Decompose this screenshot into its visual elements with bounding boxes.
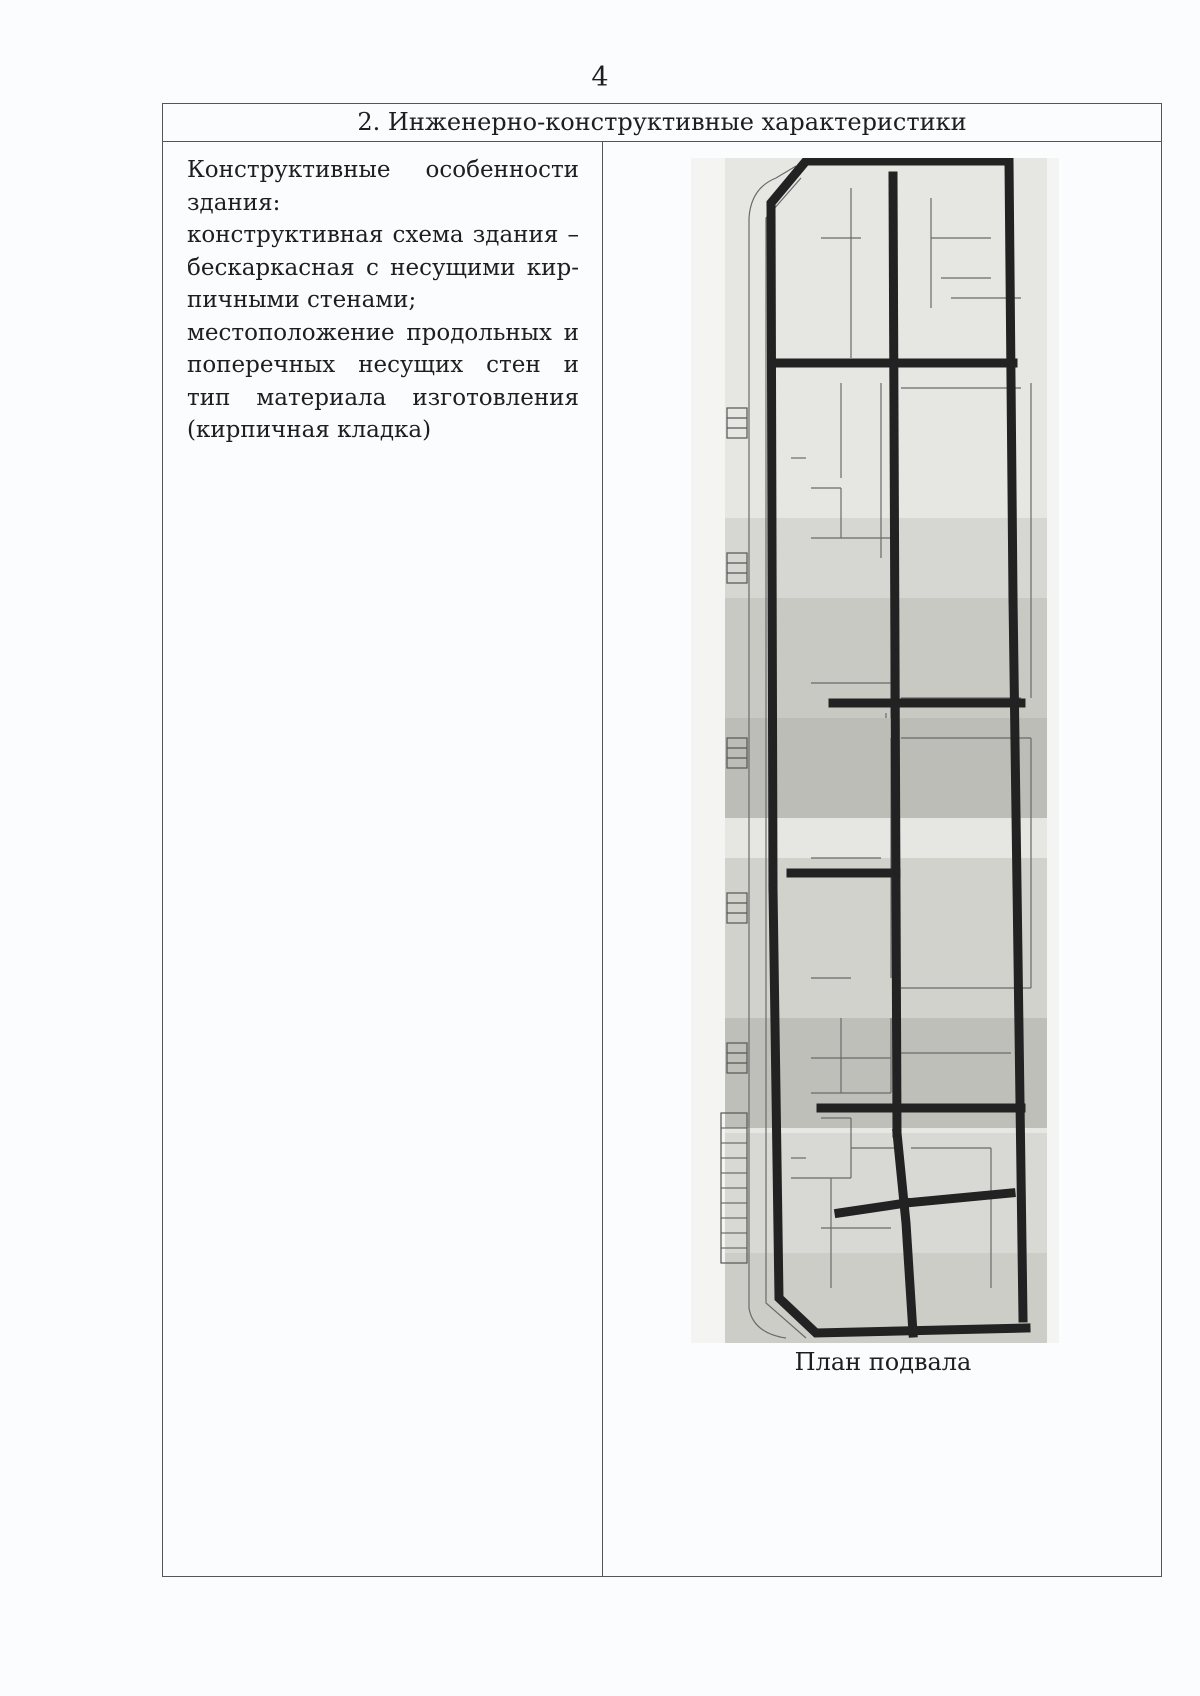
figure-caption: План подвала — [794, 1348, 972, 1376]
basement-plan-drawing — [691, 158, 1059, 1343]
inner-longitudinal-wall — [893, 176, 897, 1133]
paper-margin — [691, 158, 725, 1343]
outer-wall-highlight — [1009, 161, 1013, 598]
table-header: 2. Инженерно-конструктивные характеристики — [163, 104, 1161, 142]
paper-band — [691, 518, 1059, 598]
paragraph-walls: местоположение продольных и поперечных несущих стен и тип материала изготовления (кирпичная кладка) — [187, 319, 579, 443]
paragraph-features: Конструктивные особенности здания: — [187, 157, 579, 216]
paper-band — [691, 858, 1059, 1018]
description-cell — [187, 154, 579, 447]
paper-margin — [1047, 158, 1059, 1343]
page-number: 4 — [591, 62, 609, 93]
basement-plan-image — [691, 158, 1059, 1343]
column-divider — [602, 141, 603, 1576]
characteristics-table — [162, 103, 1162, 1577]
paragraph-scheme: конструктивная схема здания – бескаркасная с несущими кирпичными стенами; — [187, 222, 579, 313]
